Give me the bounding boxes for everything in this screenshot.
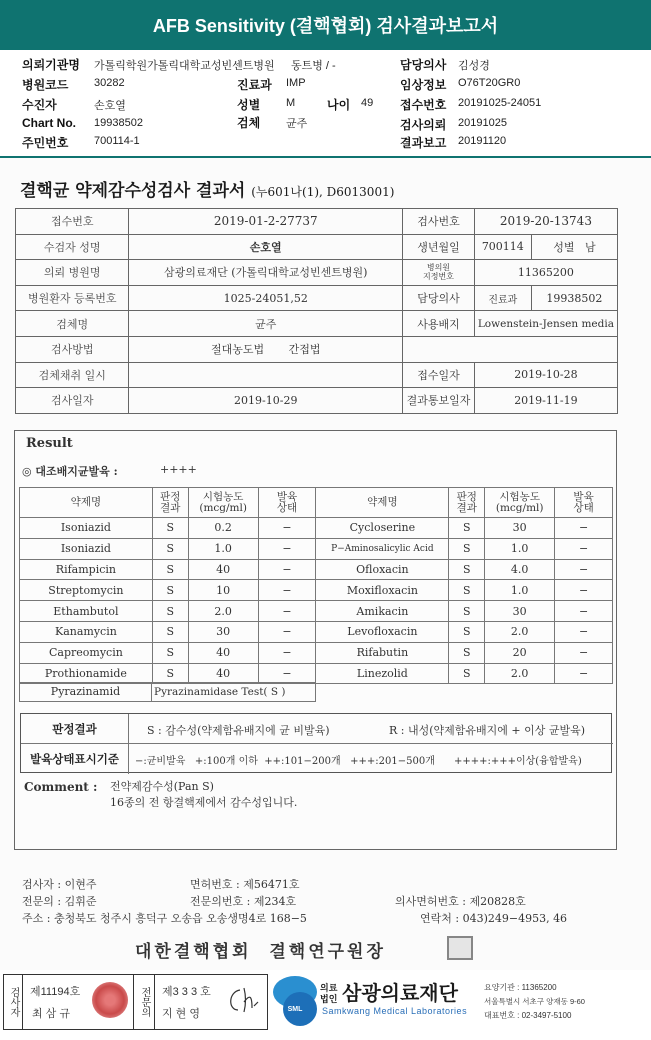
col-growth-right: 발육 상태 — [555, 488, 613, 518]
hospital-id-value: 11365200 — [474, 260, 617, 286]
ward-value: 동트병 / - — [291, 60, 336, 72]
method-2: 간접법 — [288, 343, 321, 357]
hospital-id-label: 병의원 지정번호 — [403, 260, 475, 286]
patient-name-value: 손호열 — [129, 234, 403, 260]
drug-conc-cell: 40 — [188, 642, 258, 663]
drug-judge-cell: S — [449, 559, 485, 580]
drug-drug-cell: P−Aminosalicylic Acid — [316, 538, 449, 559]
drug-growth-cell: − — [258, 580, 316, 601]
growth-key: 발육상태표시기준 — [21, 744, 129, 774]
request-date-label: 검사의뢰 — [400, 118, 447, 132]
test-date-label: 검사일자 — [16, 388, 129, 414]
age-value: 49 — [361, 97, 374, 109]
sex-label: 성별 — [237, 98, 261, 112]
request-hospital-label: 의뢰 병원명 — [16, 260, 129, 286]
sex-field-label: 성별 — [553, 240, 575, 254]
drug-judge-cell: S — [152, 538, 188, 559]
drug-drug-cell: Capreomycin — [20, 642, 153, 663]
drug-row — [20, 538, 613, 559]
specialist-line: 전문의 : 김휘준 — [22, 895, 97, 908]
drug-conc-cell: 30 — [485, 601, 555, 622]
test-no-value: 2019-20-13743 — [474, 209, 617, 235]
result-heading: Result — [26, 436, 73, 451]
tester-line: 검사자 : 이현주 — [22, 878, 97, 891]
logo-prefix-2: 법인 — [320, 994, 338, 1004]
tester-seal-icon — [92, 982, 128, 1018]
collection-date-label: 검체채취 일시 — [16, 362, 129, 388]
resident-no-value: 700114-1 — [94, 135, 140, 147]
tester-name: 최 삼 규 — [32, 1008, 70, 1020]
drug-drug-cell: Ethambutol — [20, 601, 153, 622]
pyrazinamide-value: Pyrazinamidase Test( S ) — [151, 682, 316, 702]
issuing-organization: 대한결핵협회 결핵연구원장 — [135, 942, 386, 962]
drug-growth-cell: − — [258, 538, 316, 559]
resident-no-label: 주민번호 — [22, 136, 69, 150]
drug-conc-cell: 4.0 — [485, 559, 555, 580]
drug-growth-cell: − — [555, 621, 613, 642]
received-date-label: 접수일자 — [403, 362, 475, 388]
sex-value: M — [286, 97, 296, 109]
col-conc-right: 시험농도 (mcg/ml) — [485, 488, 555, 518]
drug-conc-cell: 0.2 — [188, 518, 258, 539]
drug-drug-cell: Rifabutin — [316, 642, 449, 663]
drug-conc-cell: 30 — [188, 621, 258, 642]
drug-judge-cell: S — [152, 518, 188, 539]
drug-growth-cell: − — [258, 518, 316, 539]
drug-growth-cell: − — [258, 663, 316, 684]
hospital-patient-no-label: 병원환자 등록번호 — [16, 285, 129, 311]
drug-judge-cell: S — [152, 580, 188, 601]
col-drug-left: 약제명 — [20, 488, 153, 518]
drug-judge-cell: S — [449, 601, 485, 622]
susceptibility-table — [19, 487, 613, 684]
doctor-license: 의사면허번호 : 제20828호 — [395, 895, 526, 908]
institution-number: 요양기관 : 11365200 — [484, 983, 557, 992]
drug-judge-cell: S — [152, 663, 188, 684]
logo-name: 삼광의료재단 — [342, 983, 458, 1005]
logo-prefix-1: 의료 — [320, 983, 338, 993]
drug-judge-cell: S — [152, 642, 188, 663]
dept-field-label: 진료과 — [474, 285, 531, 311]
drug-conc-cell: 1.0 — [188, 538, 258, 559]
drug-drug-cell: Linezolid — [316, 663, 449, 684]
drug-drug-cell: Kanamycin — [20, 621, 153, 642]
specialist-name: 지 현 영 — [162, 1008, 200, 1020]
control-growth-label: ◎ 대조배지균발육 : — [22, 465, 118, 478]
patient-value: 손호열 — [94, 100, 126, 112]
receipt-no-label: 접수번호 — [400, 98, 447, 112]
scan-title-code: (누601나(1), D6013001) — [251, 185, 395, 199]
sml-text: SML — [287, 1006, 303, 1013]
col-growth-left: 발육 상태 — [258, 488, 316, 518]
col-conc-left: 시험농도 (mcg/ml) — [188, 488, 258, 518]
report-banner — [0, 0, 651, 50]
dob-label: 생년월일 — [403, 234, 475, 260]
drug-judge-cell: S — [152, 559, 188, 580]
drug-growth-cell: − — [555, 642, 613, 663]
age-label: 나이 — [327, 98, 351, 112]
judge-r: R : 내성(약제함유배지에 + 이상 균발육) — [389, 724, 586, 737]
drug-row — [20, 642, 613, 663]
pyrazinamide-label: Pyrazinamid — [19, 682, 152, 702]
dept-field-value: 19938502 — [531, 285, 617, 311]
drug-conc-cell: 20 — [485, 642, 555, 663]
dept-value: IMP — [286, 77, 306, 89]
receipt-no-value: 20191025-24051 — [458, 97, 542, 109]
dob-value: 700114 — [474, 234, 531, 260]
comment-line-2: 16종의 전 항결핵제에서 감수성입니다. — [110, 796, 298, 809]
method-label: 검사방법 — [16, 336, 129, 362]
legend-table — [20, 713, 612, 773]
specimen-name-label: 검체명 — [16, 311, 129, 337]
chart-no-label: Chart No. — [22, 116, 76, 130]
growth-legend: −:균비발육 +:100개 이하 ++:101−200개 +++:201−500개 ++++:+++이상(융합발육) — [135, 756, 582, 767]
drug-growth-cell: − — [258, 601, 316, 622]
drug-conc-cell: 10 — [188, 580, 258, 601]
chart-no-value: 19938502 — [94, 117, 143, 129]
test-no-label: 검사번호 — [403, 209, 475, 235]
logo-english: Samkwang Medical Laboratories — [322, 1006, 468, 1016]
drug-growth-cell: − — [555, 538, 613, 559]
hospital-patient-no-value: 1025-24051,52 — [129, 285, 403, 311]
medium-value: Lowenstein-Jensen media — [474, 311, 617, 337]
institution-address: 서울특별시 서초구 양재동 9-60 — [484, 997, 585, 1006]
drug-growth-cell: − — [258, 642, 316, 663]
clinical-info-label: 임상정보 — [400, 78, 447, 92]
specimen-value: 균주 — [286, 118, 308, 130]
method-1: 절대농도법 — [210, 343, 265, 357]
drug-judge-cell: S — [449, 580, 485, 601]
attending-doctor-label: 담당의사 — [403, 285, 475, 311]
hospital-value: 가톨릭학원가톨릭대학교성빈센트병원 — [94, 60, 275, 72]
patient-name-label: 수검자 성명 — [16, 234, 129, 260]
comment-line-1: 전약제감수성(Pan S) — [110, 780, 214, 793]
drug-row — [20, 601, 613, 622]
test-date-value: 2019-10-29 — [129, 388, 403, 414]
growth-legend-row — [21, 744, 613, 774]
medium-label: 사용배지 — [403, 311, 475, 337]
tester-number: 제11194호 — [30, 986, 81, 998]
sex-field-value: 남 — [584, 240, 596, 254]
col-judge-right: 판정 결과 — [449, 488, 485, 518]
drug-drug-cell: Rifampicin — [20, 559, 153, 580]
doctor-label: 담당의사 — [400, 58, 447, 72]
report-title: AFB Sensitivity (결핵협회) 검사결과보고서 — [152, 16, 499, 36]
drug-growth-cell: − — [555, 518, 613, 539]
report-date-label: 결과보고 — [400, 136, 447, 150]
drug-drug-cell: Isoniazid — [20, 538, 153, 559]
drug-conc-cell: 1.0 — [485, 538, 555, 559]
address-line: 주소 : 충청북도 청주시 흥덕구 오송읍 오송생명4로 168−5 — [22, 912, 307, 925]
signature-icon — [222, 982, 262, 1018]
drug-drug-cell: Isoniazid — [20, 518, 153, 539]
drug-row — [20, 559, 613, 580]
reg-no-label: 접수번호 — [16, 209, 129, 235]
drug-growth-cell: − — [555, 559, 613, 580]
specialist-license: 전문의번호 : 제234호 — [190, 895, 297, 908]
specimen-label: 검체 — [237, 116, 261, 130]
drug-judge-cell: S — [449, 642, 485, 663]
drug-drug-cell: Levofloxacin — [316, 621, 449, 642]
hospital-label: 의뢰기관명 — [22, 58, 80, 72]
drug-judge-cell: S — [449, 538, 485, 559]
sml-logo-icon — [273, 976, 317, 1028]
drug-judge-cell: S — [152, 601, 188, 622]
drug-judge-cell: S — [449, 518, 485, 539]
col-drug-right: 약제명 — [316, 488, 449, 518]
drug-drug-cell: Streptomycin — [20, 580, 153, 601]
request-hospital-value: 삼광의료재단 (가톨릭대학교성빈센트병원) — [129, 260, 403, 286]
control-growth-value: ++++ — [160, 463, 197, 476]
institution-phone: 대표번호 : 02-3497-5100 — [484, 1011, 572, 1020]
drug-row — [20, 580, 613, 601]
scanned-report-title — [20, 176, 394, 201]
drug-conc-cell: 2.0 — [188, 601, 258, 622]
drug-judge-cell: S — [449, 663, 485, 684]
drug-drug-cell: Cycloserine — [316, 518, 449, 539]
drug-growth-cell: − — [258, 559, 316, 580]
hospital-code-label: 병원코드 — [22, 78, 69, 92]
report-date-value: 20191120 — [458, 135, 507, 147]
drug-conc-cell: 2.0 — [485, 663, 555, 684]
specialist-number: 제3 3 3 호 — [162, 986, 211, 998]
drug-drug-cell: Ofloxacin — [316, 559, 449, 580]
judge-key: 판정결과 — [21, 714, 129, 744]
drug-drug-cell: Moxifloxacin — [316, 580, 449, 601]
drug-conc-cell: 40 — [188, 559, 258, 580]
seal-stamp — [447, 936, 473, 960]
reg-no-value: 2019-01-2-27737 — [129, 209, 403, 235]
drug-conc-cell: 2.0 — [485, 621, 555, 642]
specialist-tag: 전문의 — [133, 974, 155, 1030]
drug-growth-cell: − — [555, 601, 613, 622]
request-info-table — [15, 208, 618, 414]
judge-legend-row — [21, 714, 613, 744]
drug-row — [20, 518, 613, 539]
drug-drug-cell: Amikacin — [316, 601, 449, 622]
tester-license: 면허번호 : 제56471호 — [190, 878, 300, 891]
comment-label: Comment : — [24, 780, 98, 794]
drug-conc-cell: 1.0 — [485, 580, 555, 601]
collection-date-value — [129, 362, 403, 388]
report-notice-date-label: 결과통보일자 — [403, 388, 475, 414]
drug-growth-cell: − — [555, 663, 613, 684]
tester-tag: 검사자 — [3, 974, 23, 1030]
scan-title-text: 결핵균 약제감수성검사 결과서 — [20, 181, 246, 201]
clinical-info-value: O76T20GR0 — [458, 77, 521, 89]
signature-band — [0, 972, 651, 1040]
patient-label: 수진자 — [22, 98, 57, 112]
phone-line: 연락처 : 043)249−4953, 46 — [420, 912, 568, 925]
drug-conc-cell: 30 — [485, 518, 555, 539]
col-judge-left: 판정 결과 — [152, 488, 188, 518]
drug-drug-cell: Prothionamide — [20, 663, 153, 684]
drug-growth-cell: − — [555, 580, 613, 601]
drug-conc-cell: 40 — [188, 663, 258, 684]
dept-label: 진료과 — [237, 78, 272, 92]
drug-row — [20, 663, 613, 684]
report-notice-date-value: 2019-11-19 — [474, 388, 617, 414]
drug-row — [20, 621, 613, 642]
drug-judge-cell: S — [449, 621, 485, 642]
hospital-code-value: 30282 — [94, 77, 125, 89]
specimen-name-value: 균주 — [129, 311, 403, 337]
drug-judge-cell: S — [152, 621, 188, 642]
received-date-value: 2019-10-28 — [474, 362, 617, 388]
request-date-value: 20191025 — [458, 117, 507, 129]
judge-s: S : 감수성(약제함유배지에 균 비발육) — [147, 724, 330, 737]
doctor-value: 김성경 — [458, 60, 490, 72]
drug-growth-cell: − — [258, 621, 316, 642]
